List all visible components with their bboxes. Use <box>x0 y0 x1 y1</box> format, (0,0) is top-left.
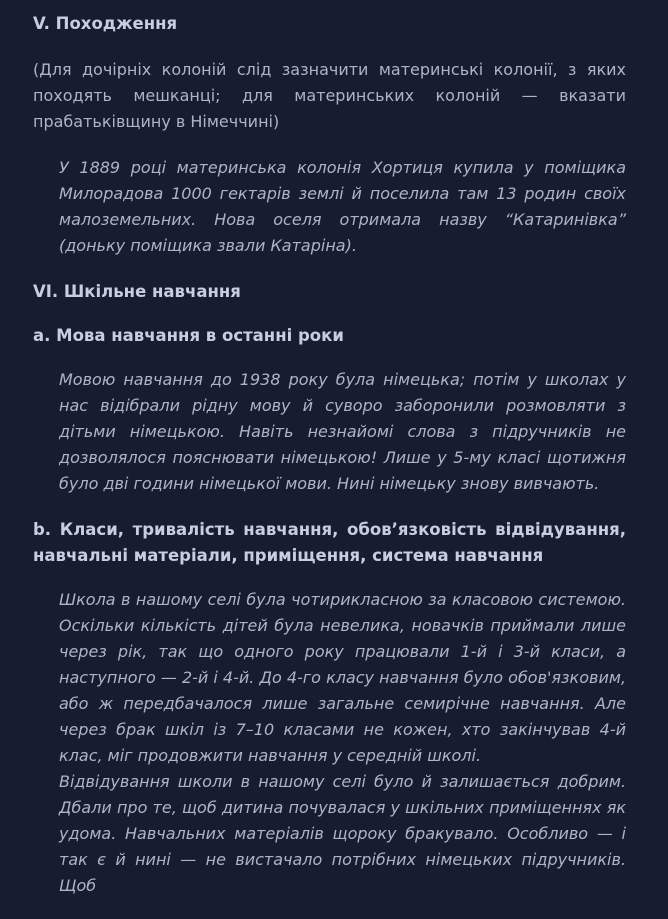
section-vi-a-heading: a. Мова навчання в останні роки <box>33 326 344 345</box>
section-vi-b-quote <box>59 587 626 899</box>
section-vi-b-text-1: Школа в нашому селі була чотирикласною за класовою системою. Оскільки кількість дітей була невелика, новачків приймали лише через рік, так що одного року працювали 1-й і 3-й класи, а наступного — 2-й і 4-й. До 4-го класу навчання було обов'язковим, або ж передбачалося лише загальне семирічне навчання. Але через брак шкіл із 7–10 класами не кожен, хто закінчував 4-й клас, міг продовжити навчання у середній школі. <box>59 590 626 765</box>
section-v-heading: V. Походження <box>33 14 178 33</box>
document-body <box>33 11 626 919</box>
section-vi-a-quote <box>59 367 626 497</box>
section-vi-b-text-2: Відвідування школи в нашому селі було й залишається добрим. Дбали про те, щоб дитина почувалася у шкільних приміщеннях як удома. Навчальних матеріалів щороку бракувало. Особливо — і так є й нині — не вистачало потрібних німецьких підручників. Щоб <box>59 772 626 895</box>
section-vi-b-heading: b. Класи, тривалість навчання, обов’язковість відвідування, навчальні матеріали, приміщення, система навчання <box>33 520 626 565</box>
section-v-quote <box>59 155 626 259</box>
section-vi-a-text: Мовою навчання до 1938 року була німецька; потім у школах у нас відібрали рідну мову й суворо заборонили розмовляти з дітьми німецькою. Навіть незнайомі слова з підручників не дозволялося пояснювати німецькою! Лише у 5-му класі щотижня було дві години німецької мови. Нині німецьку знову вивчають. <box>59 370 626 493</box>
section-v-quote-text: У 1889 році материнська колонія Хортиця купила у поміщика Милорадова 1000 гектарів землі й поселила там 13 родин своїх малоземельних. Нова оселя отримала назву “Катаринівка” (доньку поміщика звали Катаріна). <box>59 158 626 255</box>
section-vi-heading: VI. Шкільне навчання <box>33 282 241 301</box>
section-v-note: (Для дочірніх колоній слід зазначити материнські колонії, з яких походять мешканці; для материнських колоній — вказати прабатьківщину в Німеччині) <box>33 60 626 131</box>
